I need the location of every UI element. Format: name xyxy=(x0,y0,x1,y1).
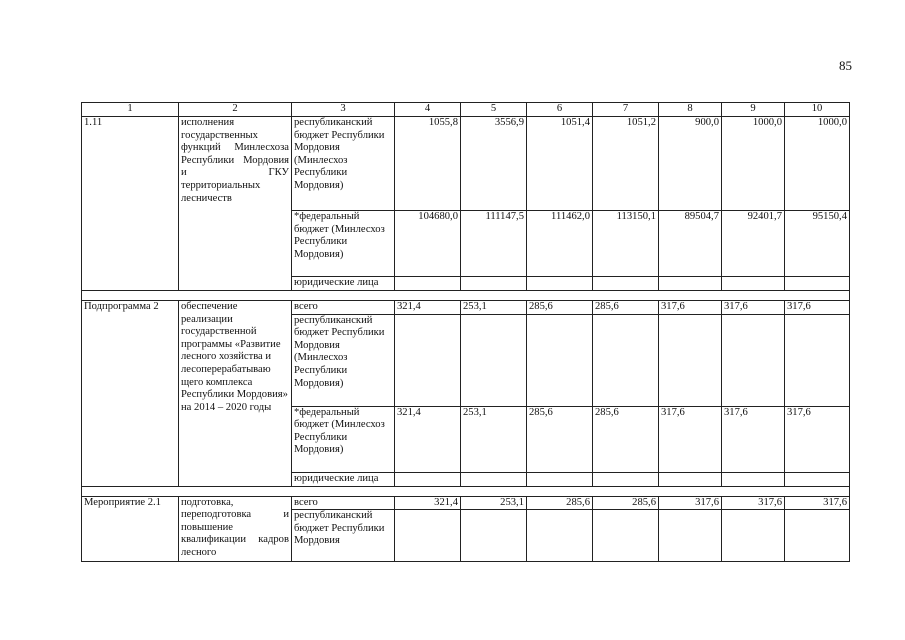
funding-source: *федеральный бюджет (Минлесхоз Республики Мордовия) xyxy=(292,211,395,277)
value-cell xyxy=(785,472,850,486)
table-row xyxy=(82,496,850,510)
value-cell xyxy=(659,510,722,562)
value-cell: 104680,0 xyxy=(395,211,461,277)
page-number: 85 xyxy=(839,58,852,73)
funding-source: всего xyxy=(292,301,395,315)
value-cell: 285,6 xyxy=(527,301,593,315)
value-cell: 1055,8 xyxy=(395,117,461,211)
table-gap xyxy=(82,291,850,301)
value-cell xyxy=(659,472,722,486)
value-cell: 317,6 xyxy=(785,301,850,315)
value-cell xyxy=(395,510,461,562)
value-cell xyxy=(785,510,850,562)
value-cell: 321,4 xyxy=(395,496,461,510)
value-cell: 317,6 xyxy=(659,301,722,315)
budget-table xyxy=(81,102,850,562)
value-cell xyxy=(722,472,785,486)
value-cell xyxy=(785,314,850,406)
value-cell xyxy=(785,277,850,291)
value-cell: 1000,0 xyxy=(722,117,785,211)
table-row xyxy=(82,301,850,315)
value-cell: 111147,5 xyxy=(461,211,527,277)
header-cell: 6 xyxy=(527,103,593,117)
row-description: подготовка, переподготовка и повышение квалификации кадров лесного xyxy=(179,496,292,562)
funding-source: республиканский бюджет Республики Мордовия xyxy=(292,510,395,562)
value-cell xyxy=(527,510,593,562)
value-cell: 317,6 xyxy=(785,496,850,510)
table-row xyxy=(82,117,850,211)
value-cell xyxy=(395,277,461,291)
value-cell: 1000,0 xyxy=(785,117,850,211)
value-cell xyxy=(722,510,785,562)
header-row xyxy=(82,103,850,117)
value-cell: 253,1 xyxy=(461,406,527,472)
value-cell xyxy=(527,314,593,406)
value-cell: 1051,2 xyxy=(593,117,659,211)
funding-source: *федеральный бюджет (Минлесхоз Республики Мордовия) xyxy=(292,406,395,472)
value-cell: 95150,4 xyxy=(785,211,850,277)
row-code: Подпрограмма 2 xyxy=(82,301,179,487)
value-cell xyxy=(461,510,527,562)
value-cell xyxy=(461,314,527,406)
value-cell xyxy=(461,277,527,291)
funding-source: республиканский бюджет Республики Мордовия (Минлесхоз Республики Мордовия) xyxy=(292,117,395,211)
value-cell xyxy=(395,314,461,406)
row-description: обеспечение реализации государственной программы «Развитие лесного хозяйства и лесоперерабатываю щего комплекса Республики Мордовия» на 2014 – 2020 годы xyxy=(179,301,292,487)
header-cell: 4 xyxy=(395,103,461,117)
value-cell xyxy=(461,472,527,486)
value-cell: 92401,7 xyxy=(722,211,785,277)
row-code: 1.11 xyxy=(82,117,179,291)
row-code: Мероприятие 2.1 xyxy=(82,496,179,562)
value-cell xyxy=(593,314,659,406)
value-cell xyxy=(722,277,785,291)
value-cell xyxy=(659,277,722,291)
funding-source: юридические лица xyxy=(292,277,395,291)
value-cell: 285,6 xyxy=(527,496,593,510)
value-cell: 317,6 xyxy=(722,496,785,510)
header-cell: 2 xyxy=(179,103,292,117)
funding-source: республиканский бюджет Республики Мордовия (Минлесхоз Республики Мордовия) xyxy=(292,314,395,406)
header-cell: 10 xyxy=(785,103,850,117)
value-cell: 321,4 xyxy=(395,301,461,315)
header-cell: 3 xyxy=(292,103,395,117)
value-cell: 317,6 xyxy=(659,406,722,472)
value-cell: 900,0 xyxy=(659,117,722,211)
value-cell xyxy=(593,277,659,291)
header-cell: 9 xyxy=(722,103,785,117)
value-cell: 89504,7 xyxy=(659,211,722,277)
header-cell: 7 xyxy=(593,103,659,117)
value-cell: 253,1 xyxy=(461,496,527,510)
value-cell: 285,6 xyxy=(527,406,593,472)
value-cell: 1051,4 xyxy=(527,117,593,211)
funding-source: всего xyxy=(292,496,395,510)
value-cell: 317,6 xyxy=(659,496,722,510)
value-cell: 3556,9 xyxy=(461,117,527,211)
value-cell xyxy=(659,314,722,406)
header-cell: 8 xyxy=(659,103,722,117)
value-cell xyxy=(593,472,659,486)
value-cell: 113150,1 xyxy=(593,211,659,277)
value-cell xyxy=(527,472,593,486)
funding-source: юридические лица xyxy=(292,472,395,486)
header-cell: 1 xyxy=(82,103,179,117)
value-cell: 317,6 xyxy=(722,301,785,315)
value-cell: 253,1 xyxy=(461,301,527,315)
value-cell xyxy=(395,472,461,486)
value-cell: 111462,0 xyxy=(527,211,593,277)
value-cell: 285,6 xyxy=(593,406,659,472)
value-cell: 321,4 xyxy=(395,406,461,472)
value-cell: 285,6 xyxy=(593,301,659,315)
value-cell xyxy=(527,277,593,291)
table-gap xyxy=(82,486,850,496)
value-cell: 317,6 xyxy=(722,406,785,472)
row-description: исполнения государственных функций Минлесхоза Республики Мордовия и ГКУ территориальных лесничеств xyxy=(179,117,292,291)
value-cell: 285,6 xyxy=(593,496,659,510)
value-cell xyxy=(722,314,785,406)
value-cell: 317,6 xyxy=(785,406,850,472)
header-cell: 5 xyxy=(461,103,527,117)
value-cell xyxy=(593,510,659,562)
